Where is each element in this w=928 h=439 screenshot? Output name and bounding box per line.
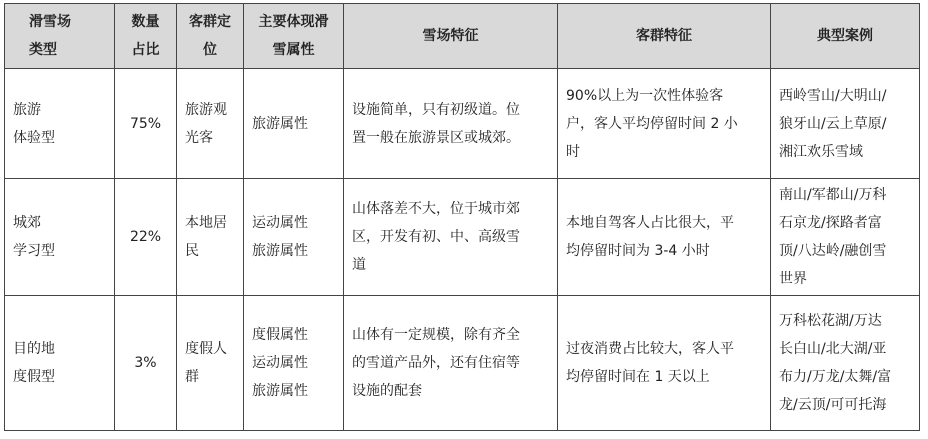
table-row — [5, 296, 920, 431]
cell-attribute: 运动属性 旅游属性 — [244, 179, 344, 296]
cell-customer-features: 90%以上为一次性体验客 户，客人平均停留时间 2 小 时 — [558, 69, 771, 179]
comparison-table-wrapper — [4, 3, 920, 431]
cell-resort-features: 设施简单，只有初级道。位 置一般在旅游景区或城郊。 — [344, 69, 558, 179]
cell-resort-features: 山体有一定规模，除有齐全 的雪道产品外，还有住宿等 设施的配套 — [344, 296, 558, 431]
cell-customer-features: 本地自驾客人占比很大，平 均停留时间为 3-4 小时 — [558, 179, 771, 296]
cell-type: 旅游 体验型 — [5, 69, 115, 179]
cell-audience: 旅游观 光客 — [177, 69, 244, 179]
header-cases: 典型案例 — [771, 4, 920, 69]
cell-ratio: 75% — [115, 69, 177, 179]
cell-cases: 万科松花湖/万达 长白山/北大湖/亚 布力/万龙/太舞/富 龙/云顶/可可托海 — [771, 296, 920, 431]
header-attribute: 主要体现滑 雪属性 — [244, 4, 344, 69]
header-resort-features: 雪场特征 — [344, 4, 558, 69]
header-row — [5, 4, 920, 69]
cell-customer-features: 过夜消费占比较大，客人平 均停留时间在 1 天以上 — [558, 296, 771, 431]
ski-resort-comparison-table — [4, 3, 920, 431]
header-type: 滑雪场 类型 — [5, 4, 115, 69]
cell-audience: 度假人 群 — [177, 296, 244, 431]
cell-resort-features: 山体落差不大，位于城市郊 区，开发有初、中、高级雪 道 — [344, 179, 558, 296]
cell-type: 城郊 学习型 — [5, 179, 115, 296]
header-ratio: 数量 占比 — [115, 4, 177, 69]
cell-ratio: 22% — [115, 179, 177, 296]
cell-cases: 西岭雪山/大明山/ 狼牙山/云上草原/ 湘江欢乐雪域 — [771, 69, 920, 179]
cell-audience: 本地居 民 — [177, 179, 244, 296]
cell-attribute: 度假属性 运动属性 旅游属性 — [244, 296, 344, 431]
cell-type: 目的地 度假型 — [5, 296, 115, 431]
table-row — [5, 179, 920, 296]
header-customer-features: 客群特征 — [558, 4, 771, 69]
cell-attribute: 旅游属性 — [244, 69, 344, 179]
cell-ratio: 3% — [115, 296, 177, 431]
cell-cases: 南山/军都山/万科 石京龙/探路者富 顶/八达岭/融创雪 世界 — [771, 179, 920, 296]
header-audience: 客群定 位 — [177, 4, 244, 69]
table-row — [5, 69, 920, 179]
